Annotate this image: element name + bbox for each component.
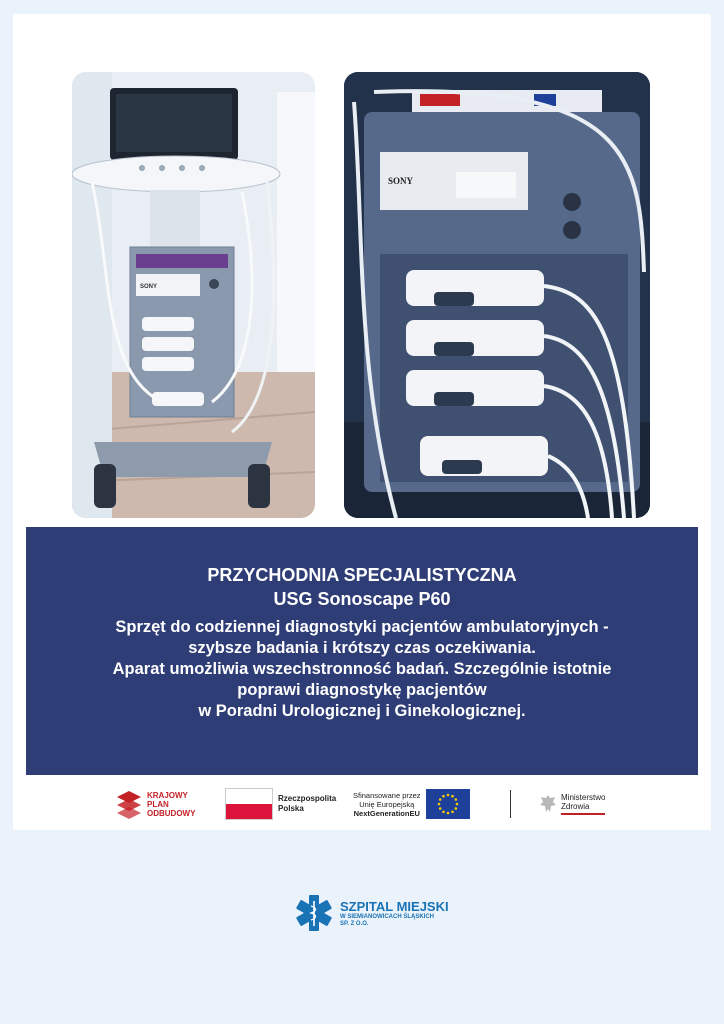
hospital-company-type: SP. Z O.O. — [340, 920, 369, 927]
eu-flag-icon — [426, 789, 470, 819]
eu-line-3: NextGenerationEU — [353, 808, 420, 818]
info-banner — [26, 527, 698, 775]
eu-line-1: Sfinansowane przez — [353, 790, 421, 800]
ultrasound-cart-photo — [72, 72, 315, 518]
kpo-logo-icon — [115, 789, 143, 819]
banner-title: PRZYCHODNIA SPECJALISTYCZNA — [207, 565, 517, 585]
printer-brand-left: SONY — [140, 284, 158, 290]
description-line-1: Sprzęt do codziennej diagnostyki pacjentów ambulatoryjnych - — [115, 618, 609, 636]
kpo-line-1: KRAJOWY — [147, 790, 188, 800]
description-line-3: Aparat umożliwia wszechstronność badań. Szczególnie istotnie — [112, 660, 612, 678]
description-line-5: w Poradni Urologicznej i Ginekologicznej. — [198, 702, 526, 720]
hospital-location: W SIEMIANOWICACH ŚLĄSKICH — [340, 913, 434, 920]
hospital-name: SZPITAL MIEJSKI — [340, 898, 449, 914]
description-line-2: szybsze badania i krótszy czas oczekiwania. — [188, 639, 536, 657]
kpo-logo — [115, 782, 195, 826]
banner-subtitle: USG Sonoscape P60 — [273, 589, 451, 609]
kpo-line-2: PLAN — [147, 799, 169, 809]
kpo-line-3: ODBUDOWY — [147, 808, 196, 818]
eu-line-2: Unię Europejską — [359, 799, 415, 809]
ultrasound-probes-photo — [344, 72, 650, 518]
logo-divider — [510, 790, 511, 818]
funding-logos-bar — [13, 782, 711, 826]
star-of-life-icon — [294, 893, 334, 933]
mz-line-1: Ministerstwo — [561, 793, 606, 802]
rp-line-2: Polska — [278, 804, 304, 813]
mz-line-2: Zdrowia — [561, 802, 590, 811]
eagle-icon — [539, 794, 557, 814]
eu-funding-logo — [353, 782, 470, 826]
hospital-logo — [294, 888, 449, 938]
rp-line-1: Rzeczpospolita — [278, 794, 337, 803]
banner-description — [26, 617, 698, 722]
description-line-4: poprawi diagnostykę pacjentów — [237, 681, 487, 699]
poster-card — [13, 14, 711, 830]
printer-brand-right: SONY — [388, 176, 414, 186]
ministerstwo-zdrowia-logo — [539, 782, 605, 826]
polish-flag-icon — [225, 788, 273, 820]
rzeczpospolita-logo — [225, 782, 336, 826]
